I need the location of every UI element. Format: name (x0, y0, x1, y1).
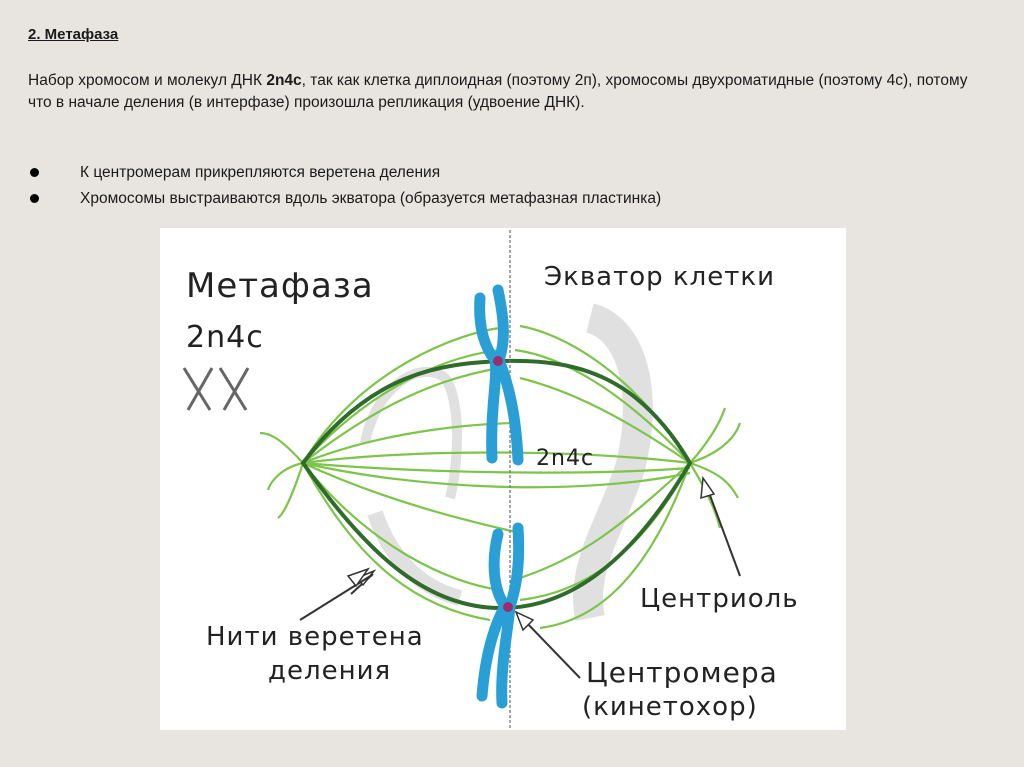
intro-text-1: Набор хромосом и молекул ДНК (28, 72, 267, 89)
intro-bold-formula: 2n4c (266, 72, 302, 89)
intro-text-2: , так как клетка диплоидная (поэтому 2п), хромосомы двухроматидные (поэтому 4с), потому что в начале деления (в интерфазе) произошла репликация (удвоение ДНК). (28, 72, 968, 111)
bullet-list (28, 162, 661, 214)
centriole-arrow-line (708, 490, 740, 576)
centriole-arrow-head-icon (701, 478, 714, 498)
bullet-dot-icon (30, 194, 39, 203)
spindle-arrow-line (300, 575, 372, 620)
centromere-arrow-line (524, 620, 580, 678)
chromosome-formula: 2n4c (536, 446, 595, 471)
slide-title: 2. Метафаза (28, 26, 119, 43)
chromosome-bottom (482, 528, 519, 703)
equator-label: Экватор клетки (544, 262, 776, 292)
intro-paragraph (28, 70, 978, 114)
bullet-text: К центромерам прикрепляются веретена деления (80, 164, 441, 181)
figure-formula: 2n4c (186, 320, 264, 355)
bullet-dot-icon (30, 168, 39, 177)
chromosome-top (480, 290, 518, 460)
centriole-label: Центриоль (640, 584, 799, 614)
spindle-label-line2: деления (268, 656, 392, 686)
spindle-label-line1: Нити веретена (206, 622, 424, 652)
bullet-text: Хромосомы выстраиваются вдоль экватора (образуется метафазная пластинка) (80, 190, 662, 207)
centromere-label-line1: Центромера (586, 656, 778, 689)
bullet-item (28, 188, 661, 214)
chromosome-sketch-icon (184, 368, 248, 410)
centromere-label-line2: (кинетохор) (582, 692, 758, 722)
centromere-bottom (503, 602, 513, 612)
figure-title: Метафаза (186, 266, 374, 306)
metaphase-figure (160, 228, 846, 730)
bullet-item (28, 162, 661, 188)
centromere-top (493, 356, 503, 366)
